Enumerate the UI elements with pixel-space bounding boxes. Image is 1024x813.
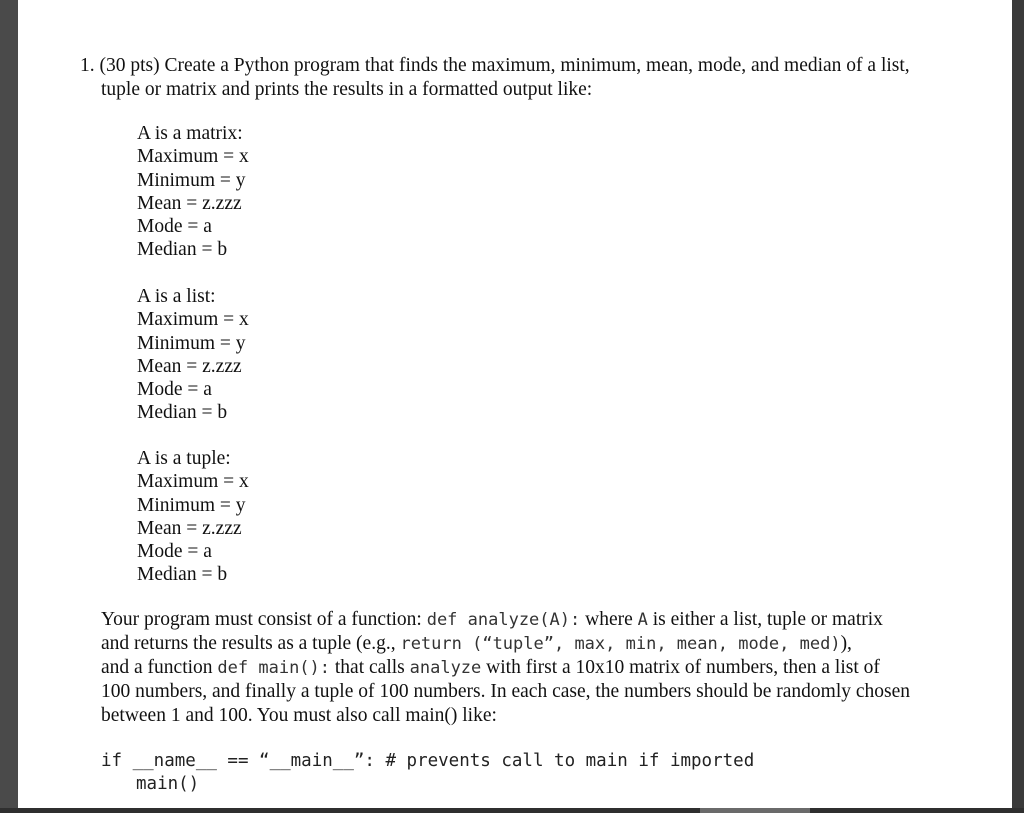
minimum-line: Minimum = y — [137, 169, 246, 191]
block-header: A is a tuple: — [137, 448, 231, 469]
code-span: analyze — [409, 658, 482, 678]
text-span: Your program must consist of a function: — [101, 609, 427, 630]
mean-line: Mean = z.zzz — [137, 355, 242, 377]
question-line-2: tuple or matrix and prints the results in a formatted output like: — [101, 79, 593, 100]
block-header: A is a list: — [137, 286, 216, 307]
paragraph-line-4: 100 numbers, and finally a tuple of 100 numbers. In each case, the numbers should be randomly chosen — [101, 681, 911, 702]
output-block-matrix — [137, 122, 249, 262]
maximum-line: Maximum = x — [137, 309, 249, 331]
text-span: ), — [840, 633, 852, 654]
median-line: Median = b — [137, 402, 228, 424]
code-span: def main(): — [217, 658, 331, 678]
code-line-2: main() — [136, 774, 200, 794]
mean-line: Mean = z.zzz — [137, 517, 242, 539]
mode-line: Mode = a — [137, 541, 212, 563]
paragraph-line-3 — [101, 656, 981, 680]
mode-line: Mode = a — [137, 379, 212, 401]
maximum-line: Maximum = x — [137, 471, 249, 493]
paragraph-line-5: between 1 and 100. You must also call main() like: — [101, 705, 497, 726]
text-span: and returns the results as a tuple (e.g., — [101, 633, 401, 654]
paragraph-line-1 — [101, 608, 981, 632]
mean-line: Mean = z.zzz — [137, 192, 242, 214]
maximum-line: Maximum = x — [137, 146, 249, 168]
code-line-1: if __name__ == “__main__”: # prevents call to main if imported — [101, 751, 755, 771]
scrollbar-thumb[interactable] — [700, 808, 810, 813]
median-line: Median = b — [137, 564, 228, 586]
code-span: return (“tuple”, max, min, mean, mode, med) — [400, 634, 841, 654]
output-block-tuple — [137, 447, 249, 587]
mode-line: Mode = a — [137, 216, 212, 238]
paragraph-line-2 — [101, 632, 981, 656]
text-span: where — [580, 609, 638, 630]
minimum-line: Minimum = y — [137, 494, 246, 516]
output-block-list — [137, 285, 249, 425]
document-page — [18, 0, 1012, 808]
instructions-paragraph — [101, 608, 981, 728]
text-span: that calls — [330, 657, 410, 678]
text-span: with first a 10x10 matrix of numbers, then a list of — [481, 657, 880, 678]
code-span: def analyze(A): — [426, 610, 581, 630]
block-header: A is a matrix: — [137, 123, 243, 144]
text-span: is either a list, tuple or matrix — [647, 609, 883, 630]
minimum-line: Minimum = y — [137, 332, 246, 354]
code-span: A — [637, 610, 648, 630]
median-line: Median = b — [137, 239, 228, 261]
question-line-1: 1. (30 pts) Create a Python program that finds the maximum, minimum, mean, mode, and median of a list, — [80, 55, 910, 76]
viewer-bottom-bar — [0, 808, 1024, 813]
text-span: and a function — [101, 657, 218, 678]
viewer-right-edge — [1012, 0, 1024, 813]
